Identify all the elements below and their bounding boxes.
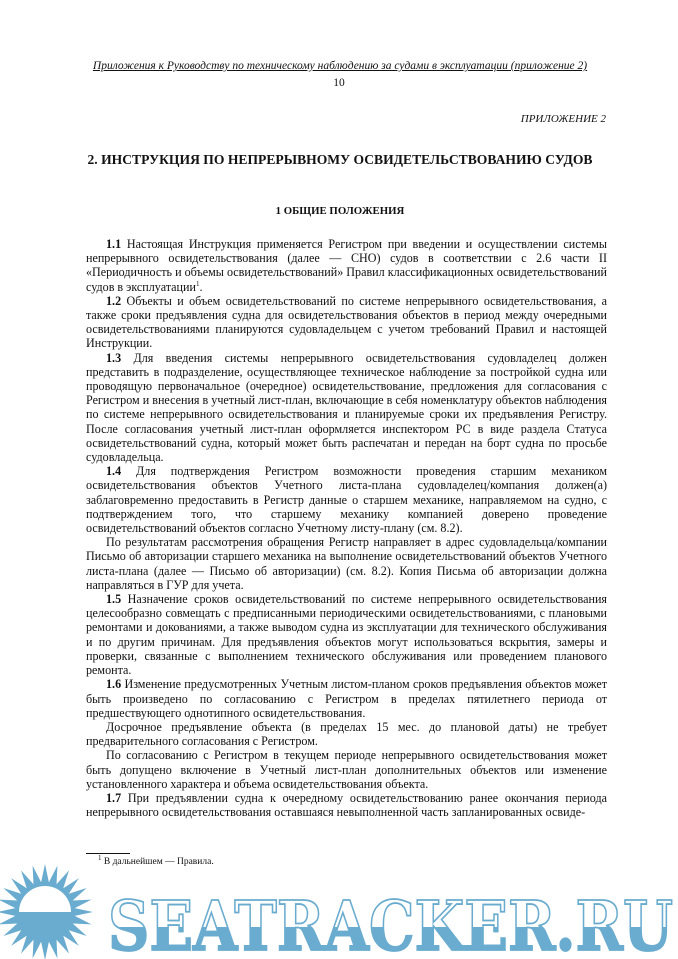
paragraph (86, 351, 607, 465)
paragraph (86, 791, 607, 819)
paragraph-number: 1.7 (106, 790, 122, 805)
paragraph-text: Досрочное предъявление объекта (в пределах 15 мес. до плановой даты) не требует предварительного согласования с Регистром. (86, 719, 607, 749)
paragraph-text: Для введения системы непрерывного освидетельствования судовладелец должен представить в подразделение, осуществляющее техническое наблюдение за постройкой судна или проводящую первоначальное (очередное) освидетельствование, предложения для согласования с Регистром и внесения в учетный лист-план, включающие в себя номенклатуру объектов наблюдения по системе непрерывного освидетельствования и планируемые сроки их предъявления Регистру. После согласования учетный лист-план оформляется инспектором РС в виде раздела Статуса освидетельствований судна, который может быть распечатан и передан на борт судна по просьбе судовладельца. (86, 350, 607, 465)
paragraph (86, 237, 607, 294)
footnote-mark: 1 (98, 853, 102, 862)
document-title: 2. ИНСТРУКЦИЯ ПО НЕПРЕРЫВНОМУ ОСВИДЕТЕЛЬСТВОВАНИЮ СУДОВ (87, 152, 593, 167)
section-title: 1 ОБЩИЕ ПОЛОЖЕНИЯ (275, 205, 405, 217)
paragraph (86, 677, 607, 720)
paragraph (86, 535, 607, 592)
sun-icon (0, 864, 93, 959)
paragraph-text: Изменение предусмотренных Учетным листом-планом сроков предъявления объектов может быть произведено по согласованию с Регистром в пределах пятилетнего периода от предшествующего однотипного освидетельствования. (86, 677, 607, 720)
document-body (86, 237, 607, 819)
paragraph (86, 592, 607, 677)
paragraph (86, 294, 607, 351)
paragraph-text: При предъявлении судна к очередному освидетельствованию ранее окончания периода непрерывного освидетельствования оставшаяся невыполненной часть запланированных освиде- (86, 790, 607, 820)
running-header: Приложения к Руководству по техническому наблюдению за судами в эксплуатации (приложение 2) (92, 60, 588, 72)
paragraph-number: 1.5 (106, 592, 122, 607)
paragraph (86, 748, 607, 791)
paragraph-number: 1.1 (106, 237, 122, 251)
paragraph-number: 1.6 (106, 677, 122, 692)
paragraph (86, 720, 607, 748)
paragraph-text: По результатам рассмотрения обращения Регистр направляет в адрес судовладельца/компании Письмо об авторизации старшего механика на выполнение освидетельствований объектов Учетного листа-плана (далее — Письмо об авторизации) (см. 8.2). Копия Письма об авторизации должна направляться в ГУР для учета. (86, 535, 607, 592)
paragraph-number: 1.3 (106, 350, 122, 365)
page-number: 10 (333, 77, 345, 89)
paragraph-number: 1.4 (106, 464, 122, 479)
footnote-ref[interactable]: 1 (195, 279, 200, 288)
footnote-divider (86, 853, 130, 854)
paragraph-tail: . (199, 279, 203, 294)
watermark-logo (0, 862, 678, 959)
footnote-text: В дальнейшем — Правила. (101, 857, 214, 867)
watermark-text: SEATRACKER.RU (108, 887, 673, 959)
appendix-label: ПРИЛОЖЕНИЕ 2 (520, 113, 606, 125)
paragraph (86, 464, 607, 535)
paragraph-text: Объекты и объем освидетельствований по системе непрерывного освидетельствования, а также сроки предъявления судна для освидетельствования объектов в период между очередными освидетельствованиями планируются судовладельцем с учетом требований Правил и настоящей Инструкции. (86, 293, 607, 351)
paragraph-text: По согласованию с Регистром в текущем периоде непрерывного освидетельствования может быть допущено включение в Учетный лист-план дополнительных объектов или изменение установленного характера и объема освидетельствования объекта. (86, 748, 607, 791)
paragraph-text: Для подтверждения Регистром возможности проведения старшим механиком освидетельствования объектов Учетного листа-плана судовладелец/компания должен(а) заблаговременно предоставить в Регистр данные о старшем механике, направляемом на судно, с подтверждением того, что старшему механику компанией доверено проведение освидетельствований объектов согласно Учетному листу-плану (см. 8.2). (86, 464, 607, 536)
paragraph-number: 1.2 (106, 293, 122, 308)
paragraph-text: Настоящая Инструкция применяется Регистром при введении и осуществлении системы непрерывного освидетельствования (далее — СНО) судов в соответствии с 2.6 части II «Периодичность и объемы освидетельствований» Правил классификационных освидетельствований судов в эксплуатации (86, 237, 607, 294)
paragraph-text: Назначение сроков освидетельствований по системе непрерывного освидетельствования целесообразно совмещать с предписанными периодическими освидетельствованиями, с плановыми ремонтами и докованиями, а также выводом судна из эксплуатации для технического обслуживания и по другим причинам. Для предъявления объектов могут использоваться вскрытия, замеры и проверки, связанные с выполнением технического обслуживания или проведением планового ремонта. (86, 592, 607, 678)
